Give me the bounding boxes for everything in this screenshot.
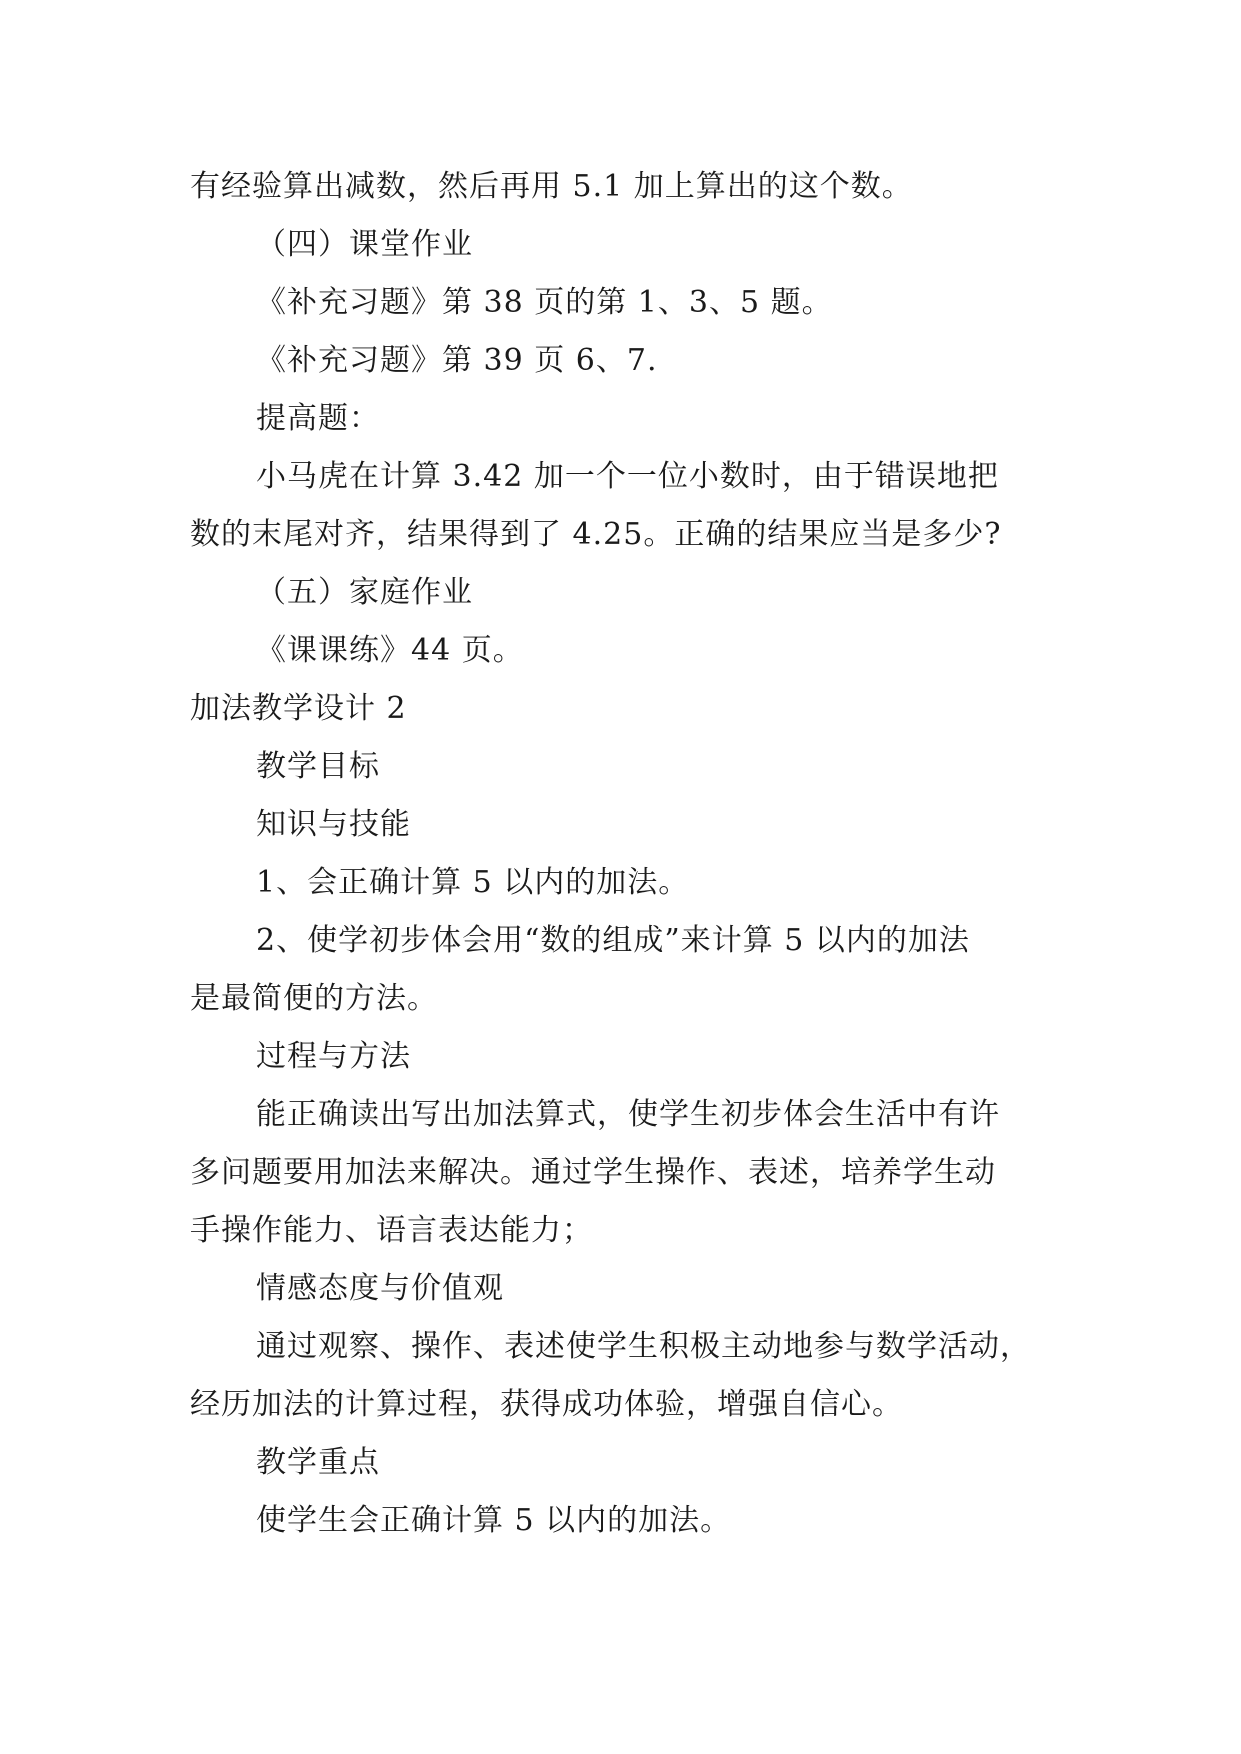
document-text-line: 1、会正确计算 5 以内的加法。 [256,865,690,900]
document-text-line: 加法教学设计 2 [190,691,407,726]
document-text-line: 手操作能力、语言表达能力； [190,1213,593,1248]
document-text-line: 情感态度与价值观 [256,1271,504,1306]
document-text-line: 《补充习题》第 38 页的第 1、3、5 题。 [256,285,833,320]
document-text-line: 通过观察、操作、表述使学生积极主动地参与数学活动， [256,1329,1031,1364]
document-text-line: 小马虎在计算 3.42 加一个一位小数时，由于错误地把 [256,459,999,494]
document-text-line: 经历加法的计算过程，获得成功体验，增强自信心。 [190,1387,903,1422]
document-text-line: 数的末尾对齐，结果得到了 4.25。正确的结果应当是多少? [190,517,1002,552]
document-text-line: 教学重点 [256,1445,380,1480]
document-text-line: 过程与方法 [256,1039,411,1074]
document-text-line: 《补充习题》第 39 页 6、7. [256,343,658,378]
document-text-line: 提高题： [256,401,380,436]
document-text-line: 多问题要用加法来解决。通过学生操作、表述，培养学生动 [190,1155,996,1190]
document-text-line: 能正确读出写出加法算式，使学生初步体会生活中有许 [256,1097,1000,1132]
document-body [190,158,1050,1550]
document-text-line: 有经验算出减数，然后再用 5.1 加上算出的这个数。 [190,169,913,204]
document-text-line: 是最简便的方法。 [190,981,438,1016]
document-text-line: 使学生会正确计算 5 以内的加法。 [256,1503,732,1538]
document-text-line: （四）课堂作业 [256,227,473,262]
document-text-line: 2、使学初步体会用“数的组成”来计算 5 以内的加法 [256,923,970,958]
document-text-line: 《课课练》44 页。 [256,633,524,668]
document-text-line: 教学目标 [256,749,380,784]
document-text-line: 知识与技能 [256,807,411,842]
document-text-line: （五）家庭作业 [256,575,473,610]
